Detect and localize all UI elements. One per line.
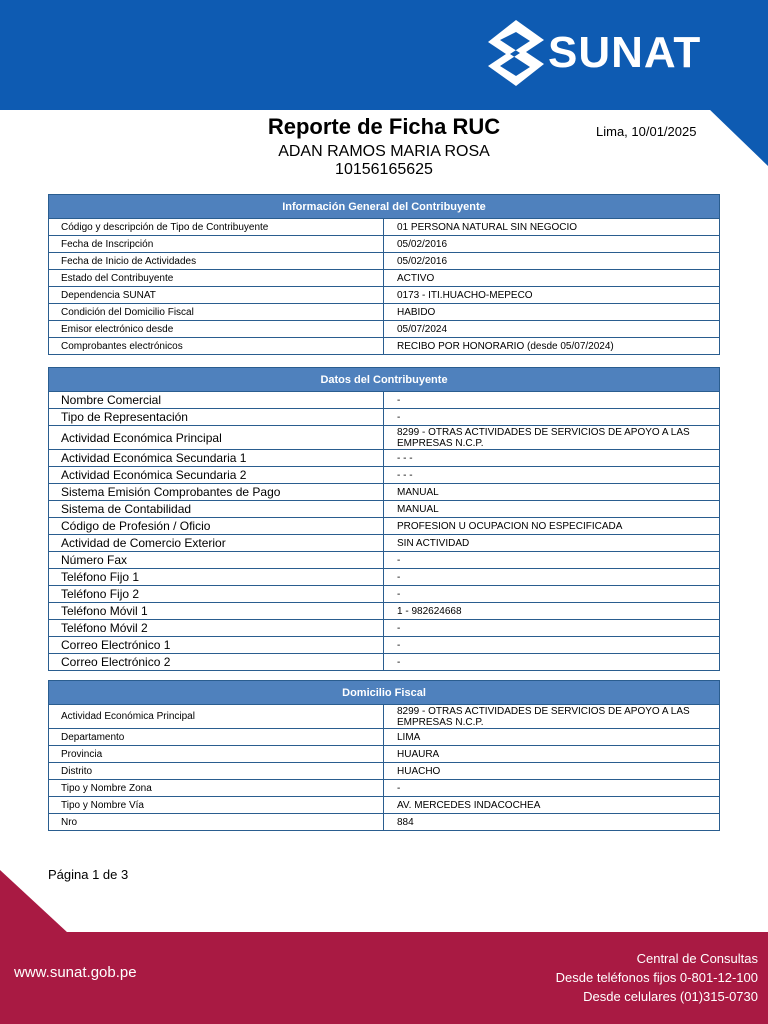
fiscal-address-table: [48, 680, 720, 831]
table-row: [49, 729, 720, 746]
row-value: LIMA: [384, 729, 720, 746]
taxpayer-ruc: 10156165625: [335, 161, 433, 178]
table-row: [49, 484, 720, 501]
contact-title: Central de Consultas: [636, 951, 758, 966]
report-title: Reporte de Ficha RUC: [267, 114, 501, 139]
table-row: [49, 586, 720, 603]
row-value: -: [384, 620, 720, 637]
table-row: [49, 219, 720, 236]
table-row: [49, 392, 720, 409]
table-row: [49, 797, 720, 814]
row-value: 05/07/2024: [384, 321, 720, 338]
table-row: [49, 321, 720, 338]
table-row: [49, 603, 720, 620]
row-value: HUAURA: [384, 746, 720, 763]
contact-landline: Desde teléfonos fijos 0-801-12-100: [555, 970, 758, 985]
table-row: [49, 467, 720, 484]
row-label: Estado del Contribuyente: [49, 270, 384, 287]
row-value: RECIBO POR HONORARIO (desde 05/07/2024): [384, 338, 720, 355]
row-label: Dependencia SUNAT: [49, 287, 384, 304]
sunat-emblem-icon: [486, 18, 546, 88]
row-value: -: [384, 654, 720, 671]
row-label: Correo Electrónico 2: [49, 654, 384, 671]
table-row: [49, 253, 720, 270]
row-value: AV. MERCEDES INDACOCHEA: [384, 797, 720, 814]
row-label: Nombre Comercial: [49, 392, 384, 409]
row-label: Código de Profesión / Oficio: [49, 518, 384, 535]
row-value: HABIDO: [384, 304, 720, 321]
row-value: MANUAL: [384, 501, 720, 518]
row-label: Actividad Económica Principal: [49, 705, 384, 729]
row-value: HUACHO: [384, 763, 720, 780]
taxpayer-name: ADAN RAMOS MARIA ROSA: [278, 143, 490, 160]
sunat-logo-text: SUNAT: [548, 28, 702, 77]
row-label: Teléfono Fijo 1: [49, 569, 384, 586]
row-value: 05/02/2016: [384, 236, 720, 253]
table-row: [49, 763, 720, 780]
table-row: [49, 518, 720, 535]
row-value: 0173 - ITI.HUACHO-MEPECO: [384, 287, 720, 304]
row-label: Teléfono Móvil 2: [49, 620, 384, 637]
row-value: PROFESION U OCUPACION NO ESPECIFICADA: [384, 518, 720, 535]
contact-info: [556, 949, 758, 1006]
table-row: [49, 409, 720, 426]
table-row: [49, 746, 720, 763]
row-label: Departamento: [49, 729, 384, 746]
sunat-logo: [486, 18, 736, 88]
row-value: -: [384, 586, 720, 603]
row-value: -: [384, 392, 720, 409]
row-value: -: [384, 780, 720, 797]
row-value: 01 PERSONA NATURAL SIN NEGOCIO: [384, 219, 720, 236]
row-value: SIN ACTIVIDAD: [384, 535, 720, 552]
table-row: [49, 236, 720, 253]
row-label: Actividad Económica Secundaria 1: [49, 450, 384, 467]
table-row: [49, 338, 720, 355]
row-label: Provincia: [49, 746, 384, 763]
row-value: - - -: [384, 450, 720, 467]
row-label: Tipo y Nombre Zona: [49, 780, 384, 797]
row-label: Comprobantes electrónicos: [49, 338, 384, 355]
website-link[interactable]: www.sunat.gob.pe: [14, 964, 137, 981]
row-label: Condición del Domicilio Fiscal: [49, 304, 384, 321]
row-value: 8299 - OTRAS ACTIVIDADES DE SERVICIOS DE APOYO A LAS EMPRESAS N.C.P.: [384, 705, 720, 729]
page-number: Página 1 de 3: [48, 867, 129, 882]
row-label: Código y descripción de Tipo de Contribuyente: [49, 219, 384, 236]
table-row: [49, 637, 720, 654]
row-value: -: [384, 409, 720, 426]
row-value: -: [384, 552, 720, 569]
general-info-table: [48, 194, 720, 355]
general-info-heading: Información General del Contribuyente: [49, 195, 720, 219]
table-row: [49, 620, 720, 637]
row-value: -: [384, 569, 720, 586]
row-label: Número Fax: [49, 552, 384, 569]
row-label: Actividad Económica Secundaria 2: [49, 467, 384, 484]
row-value: 884: [384, 814, 720, 831]
table-row: [49, 426, 720, 450]
table-row: [49, 304, 720, 321]
row-label: Nro: [49, 814, 384, 831]
row-label: Distrito: [49, 763, 384, 780]
row-label: Sistema Emisión Comprobantes de Pago: [49, 484, 384, 501]
row-value: MANUAL: [384, 484, 720, 501]
contact-mobile: Desde celulares (01)315-0730: [583, 989, 758, 1004]
report-date: Lima, 10/01/2025: [596, 124, 697, 139]
table-row: [49, 705, 720, 729]
row-value: 05/02/2016: [384, 253, 720, 270]
table-row: [49, 501, 720, 518]
row-label: Fecha de Inicio de Actividades: [49, 253, 384, 270]
row-label: Fecha de Inscripción: [49, 236, 384, 253]
row-label: Sistema de Contabilidad: [49, 501, 384, 518]
table-row: [49, 287, 720, 304]
table-row: [49, 552, 720, 569]
row-label: Teléfono Móvil 1: [49, 603, 384, 620]
taxpayer-data-heading: Datos del Contribuyente: [49, 368, 720, 392]
row-label: Actividad de Comercio Exterior: [49, 535, 384, 552]
table-row: [49, 780, 720, 797]
row-value: 8299 - OTRAS ACTIVIDADES DE SERVICIOS DE APOYO A LAS EMPRESAS N.C.P.: [384, 426, 720, 450]
row-label: Correo Electrónico 1: [49, 637, 384, 654]
table-row: [49, 654, 720, 671]
row-label: Emisor electrónico desde: [49, 321, 384, 338]
row-value: ACTIVO: [384, 270, 720, 287]
row-label: Teléfono Fijo 2: [49, 586, 384, 603]
row-value: 1 - 982624668: [384, 603, 720, 620]
row-label: Actividad Económica Principal: [49, 426, 384, 450]
fiscal-address-heading: Domicilio Fiscal: [49, 681, 720, 705]
table-row: [49, 535, 720, 552]
table-row: [49, 450, 720, 467]
taxpayer-data-table: [48, 367, 720, 671]
row-label: Tipo y Nombre Vía: [49, 797, 384, 814]
table-row: [49, 569, 720, 586]
row-value: -: [384, 637, 720, 654]
row-value: - - -: [384, 467, 720, 484]
row-label: Tipo de Representación: [49, 409, 384, 426]
table-row: [49, 814, 720, 831]
table-row: [49, 270, 720, 287]
footer-corner-wedge: [0, 870, 68, 933]
